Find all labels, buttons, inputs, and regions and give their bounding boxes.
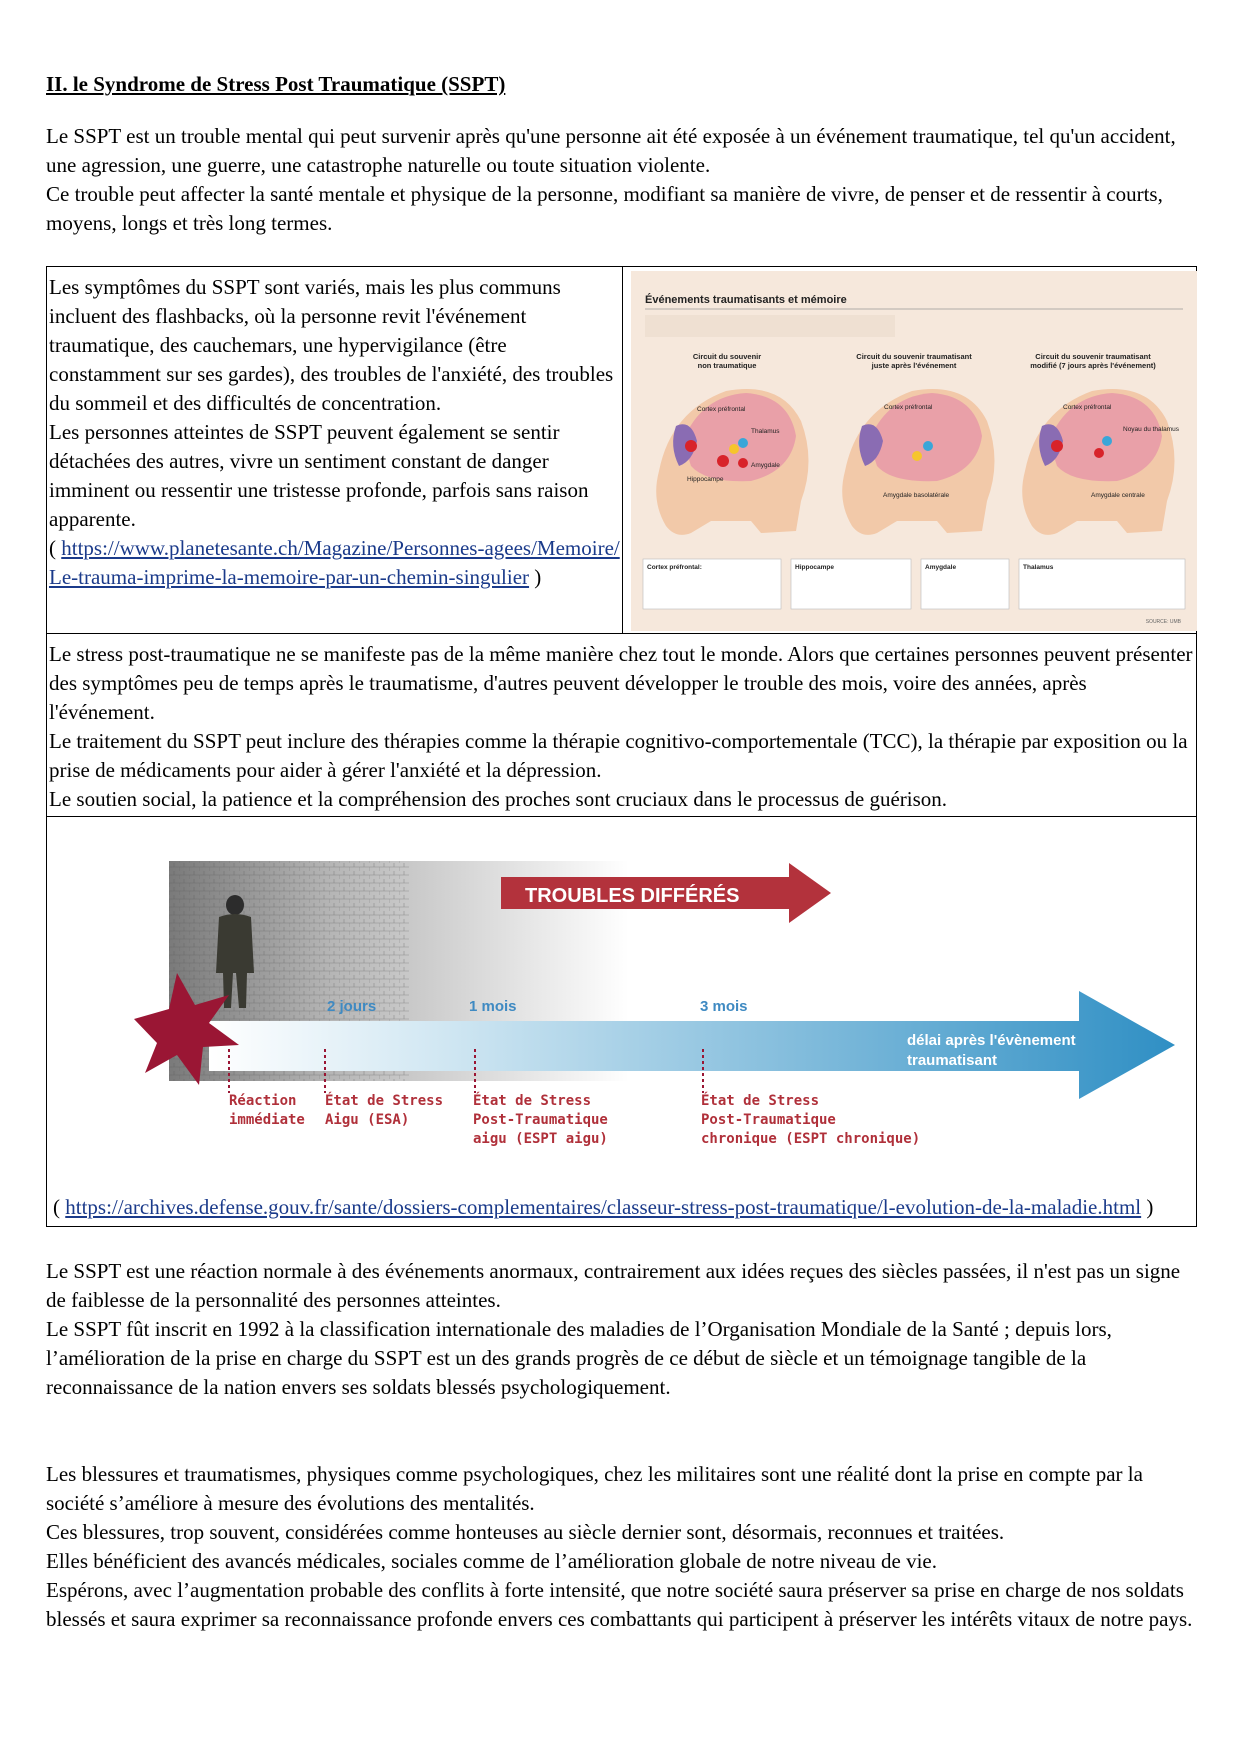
legend-title: Cortex préfrontal:	[647, 564, 702, 571]
infographic-source: SOURCE: UMB	[1145, 619, 1181, 625]
closing-paragraph: Les blessures et traumatismes, physiques comme psychologiques, chez les militaires sont une réalité dont la prise en compte par la société s’améliore à mesure des évolutions des mentalités.	[46, 1462, 1143, 1515]
legend-title: Hippocampe	[795, 564, 835, 571]
document-page	[46, 70, 1196, 1634]
stage-label: État de Stress	[701, 1093, 820, 1109]
stage-label: Post-Traumatique	[701, 1112, 836, 1128]
timeline-cell	[47, 817, 1197, 1227]
planetesante-link[interactable]: https://www.planetesante.ch/Magazine/Personnes-agees/Memoire/Le-trauma-imprime-la-memoire-par-un-chemin-singulier	[49, 536, 620, 589]
brain-label: Amygdale centrale	[1091, 492, 1145, 499]
stage-label: État de Stress	[325, 1093, 444, 1109]
defense-archives-link[interactable]: https://archives.defense.gouv.fr/sante/dossiers-complementaires/classeur-stress-post-traumatique/l-evolution-de-la-maladie.html	[65, 1195, 1142, 1219]
table-row	[47, 634, 1197, 817]
panel-heading: Circuit du souvenir traumatisant	[856, 352, 972, 361]
stage-label: Réaction	[229, 1093, 297, 1109]
brain-label: Amygdale basolatérale	[883, 492, 950, 499]
tick-label: 3 mois	[700, 998, 748, 1015]
panel-heading: juste après l'événement	[871, 361, 957, 370]
brain-label: Cortex préfrontal	[697, 406, 746, 413]
panel-heading: modifié (7 jours après l'événement)	[1030, 361, 1156, 370]
timeline-graphic	[49, 823, 1195, 1191]
stage-label: Post-Traumatique	[473, 1112, 608, 1128]
paren-open: (	[53, 1195, 66, 1219]
intro-paragraph: Le SSPT est un trouble mental qui peut survenir après qu'une personne ait été exposée à un événement traumatique, tel qu'un accident, une agression, une guerre, une catastrophe naturelle ou toute situation violente.	[46, 124, 1176, 177]
tick-label: 1 mois	[469, 998, 517, 1015]
evolution-paragraph: Le traitement du SSPT peut inclure des thérapies comme la thérapie cognitivo-comportementale (TCC), la thérapie par exposition ou la prise de médicaments pour aider à gérer l'anxiété et la dépression.	[49, 729, 1188, 782]
stage-label: chronique (ESPT chronique)	[701, 1131, 921, 1147]
source-link-line	[49, 1191, 1194, 1224]
arrow-label: délai après l'évènement	[907, 1032, 1076, 1049]
closing-block	[46, 1460, 1196, 1634]
evolution-paragraph: Le stress post-traumatique ne se manifeste pas de la même manière chez tout le monde. Alors que certaines personnes peuvent présenter des symptômes peu de temps après le traumatisme, d'autres peuvent développer le trouble des mois, voire des années, après l'événement.	[49, 642, 1193, 724]
svg-text:TROUBLES DIFFÉRÉS: TROUBLES DIFFÉRÉS	[525, 885, 740, 907]
paren-open: (	[49, 536, 62, 560]
symptoms-paragraph: Les symptômes du SSPT sont variés, mais les plus communs incluent des flashbacks, où la personne revit l'événement traumatique, des cauchemars, une hypervigilance (être constamment sur ses gardes), des troubles de l'anxiété, des troubles du sommeil et des difficultés de concentration.	[49, 275, 614, 415]
legend-title: Thalamus	[1023, 564, 1054, 571]
symptoms-paragraph: Les personnes atteintes de SSPT peuvent également se sentir détachées des autres, vivre un sentiment constant de danger imminent ou ressentir une tristesse profonde, parfois sans raison apparente.	[49, 420, 589, 531]
closing-paragraph: Elles bénéficient des avancés médicales, sociales comme de l’amélioration globale de notre niveau de vie.	[46, 1549, 937, 1573]
arrow-label: traumatisant	[907, 1052, 998, 1069]
closing-paragraph: Ces blessures, trop souvent, considérées comme honteuses au siècle dernier sont, désormais, reconnues et traitées.	[46, 1520, 1005, 1544]
table-row	[47, 817, 1197, 1227]
brain-label: Hippocampe	[687, 476, 724, 483]
paren-close: )	[1141, 1195, 1154, 1219]
intro-paragraph: Ce trouble peut affecter la santé mentale et physique de la personne, modifiant sa manière de vivre, de penser et de ressentir à courts, moyens, longs et très long termes.	[46, 182, 1163, 235]
infographic-title: Événements traumatisants et mémoire	[645, 294, 847, 306]
brain-label: Amygdale	[751, 462, 780, 469]
memory-infographic	[631, 271, 1197, 631]
paren-close: )	[529, 565, 542, 589]
tick-label: 2 jours	[327, 998, 377, 1015]
intro-block	[46, 122, 1196, 238]
symptoms-cell	[47, 267, 623, 634]
infographic-cell	[623, 267, 1197, 634]
brain-label: Thalamus	[751, 428, 780, 435]
stage-label: Aigu (ESA)	[325, 1112, 410, 1128]
after-table-block	[46, 1257, 1196, 1402]
brain-label: Noyau du thalamus	[1123, 426, 1180, 433]
stage-label: État de Stress	[473, 1093, 592, 1109]
panel-heading: non traumatique	[697, 361, 757, 370]
timeline-svg	[49, 823, 1195, 1191]
body-paragraph: Le SSPT fût inscrit en 1992 à la classification internationale des maladies de l’Organisation Mondiale de la Santé ; depuis lors, l’amélioration de la prise en charge du SSPT est un des grands progrès de ce début de siècle et un témoignage tangible de la reconnaissance de la nation envers ses soldats blessés psychologiquement.	[46, 1317, 1112, 1399]
legend-title: Amygdale	[925, 564, 957, 571]
panel-heading: Circuit du souvenir	[692, 352, 762, 361]
brain-label: Cortex préfrontal	[884, 404, 933, 411]
section-heading: II. le Syndrome de Stress Post Traumatique (SSPT)	[46, 72, 506, 96]
stage-label: immédiate	[229, 1112, 305, 1128]
panel-heading: Circuit du souvenir traumatisant	[1035, 352, 1151, 361]
content-table	[46, 266, 1197, 1227]
source-link-line	[49, 534, 620, 592]
body-paragraph: Le SSPT est une réaction normale à des événements anormaux, contrairement aux idées reçues des siècles passées, il n'est pas un signe de faiblesse de la personnalité des personnes atteintes.	[46, 1259, 1181, 1312]
evolution-paragraph: Le soutien social, la patience et la compréhension des proches sont cruciaux dans le processus de guérison.	[49, 787, 948, 811]
closing-paragraph: Espérons, avec l’augmentation probable des conflits à forte intensité, que notre société saura préserver sa prise en charge de nos soldats blessés et saura exprimer sa reconnaissance profonde envers ces combattants qui participent à préserver les intérêts vitaux de notre pays.	[46, 1578, 1193, 1631]
table-row	[47, 267, 1197, 634]
brain-label: Cortex préfrontal	[1063, 404, 1112, 411]
evolution-text-cell	[47, 634, 1197, 817]
stage-label: aigu (ESPT aigu)	[473, 1131, 608, 1147]
